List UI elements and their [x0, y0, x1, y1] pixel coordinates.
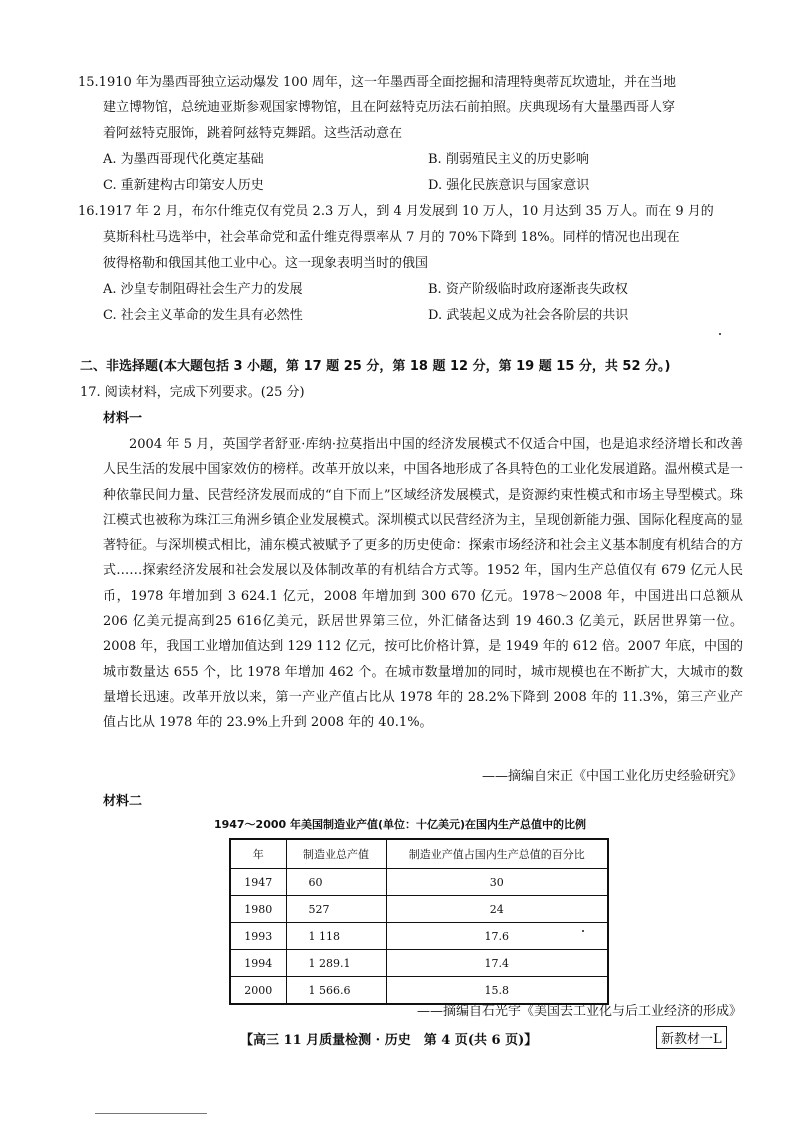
table-header-row: [230, 839, 608, 869]
table-caption: 1947～2000 年美国制造业产值(单位：十亿美元)在国内生产总值中的比例: [213, 818, 587, 831]
q15-line-1: 15.1910 年为墨西哥独立运动爆发 100 周年，这一年墨西哥全面挖掘和清理特奥蒂瓦坎遗址，并在当地: [78, 75, 676, 90]
q15-option-a: A. 为墨西哥现代化奠定基础: [103, 152, 264, 167]
q15-line-3: 着阿兹特克服饰，跳着阿兹特克舞蹈。这些活动意在: [103, 126, 403, 141]
cell-year: 1993: [230, 923, 286, 950]
table-row: [230, 869, 608, 896]
cell-output: 60: [286, 869, 386, 896]
header-output: 制造业总产值: [286, 839, 386, 869]
cell-output: 1 289.1: [286, 950, 386, 977]
cell-output: 1 566.6: [286, 977, 386, 1005]
page-footer: 【高三 11 月质量检测 · 历史 第 4 页(共 6 页)】: [240, 1033, 538, 1048]
table-row: [230, 950, 608, 977]
q15-option-d: D. 强化民族意识与国家意识: [428, 178, 590, 193]
scan-artifact-dot: [719, 333, 721, 335]
q16-option-d: D. 武装起义成为社会各阶层的共识: [428, 308, 629, 323]
q16-line-1: 16.1917 年 2 月，布尔什维克仅有党员 2.3 万人，到 4 月发展到 10 万人，10 月达到 35 万人。而在 9 月的: [78, 204, 714, 219]
edition-badge: 新教材一L: [656, 1026, 727, 1049]
q16-line-3: 彼得格勒和俄国其他工业中心。这一现象表明当时的俄国: [103, 256, 429, 271]
table-row: [230, 923, 608, 950]
header-percent: 制造业产值占国内生产总值的百分比: [386, 839, 608, 869]
q17-intro: 17. 阅读材料，完成下列要求。(25 分): [80, 385, 305, 400]
q16-option-a: A. 沙皇专制阻碍社会生产力的发展: [103, 282, 303, 297]
q16-option-b: B. 资产阶级临时政府逐渐丧失政权: [428, 282, 628, 297]
material1-label: 材料一: [103, 411, 143, 426]
q15-option-c: C. 重新建构古印第安人历史: [103, 178, 264, 193]
cell-percent: 15.8: [386, 977, 608, 1005]
cell-output: 1 118: [286, 923, 386, 950]
material2-label: 材料二: [103, 794, 143, 809]
material1-text: 2004 年 5 月，英国学者舒亚·库纳·拉莫指出中国的经济发展模式不仅适合中国，也是追求经济增长和改善人民生活的发展中国家效仿的榜样。改革开放以来，中国各地形成了各具特色的工业化发展道路。温州模式是一种依靠民间力量、民营经济发展而成的“自下而上”区域经济发展模式，是资源约束性模式和市场主导型模式。珠江模式也被称为珠江三角洲乡镇企业发展模式。深圳模式以民营经济为主，呈现创新能力强、国际化程度高的显著特征。与深圳模式相比，浦东模式被赋予了更多的历史使命：探索市场经济和社会主义基本制度有机结合的方式……探索经济发展和社会发展以及体制改革的有机结合方式等。1952 年，国内生产总值仅有 679 亿元人民币，1978 年增加到 3 624.1 亿元，2008 年增加到 300 670 亿元。1978～2008 年，中国进出口总额从 206 亿美元提高到25 616亿美元，跃居世界第三位，外汇储备达到 19 460.3 亿美元，跃居世界第一位。2008 年，我国工业增加值达到 129 112 亿元，按可比价格计算，是 1949 年的 612 倍。2007 年底，中国的城市数量达 655 个，比 1978 年增加 462 个。在城市数量增加的同时，城市规模也在不断扩大，大城市的数量增长迅速。改革开放以来，第一产业产值占比从 1978 年的 28.2%下降到 2008 年的 11.3%，第三产业产值占比从 1978 年的 23.9%上升到 2008 年的 40.1%。: [103, 437, 743, 731]
q16-line-2: 莫斯科杜马选举中，社会革命党和孟什维克得票率从 7 月的 70%下降到 18%。同样的情况也出现在: [103, 230, 680, 245]
scan-artifact-line: [95, 1113, 207, 1114]
cell-percent: 24: [386, 896, 608, 923]
q15-option-b: B. 削弱殖民主义的历史影响: [428, 152, 589, 167]
manufacturing-table: [229, 838, 609, 1005]
cell-output: 527: [286, 896, 386, 923]
cell-year: 1947: [230, 869, 286, 896]
cell-year: 1994: [230, 950, 286, 977]
q16-option-c: C. 社会主义革命的发生具有必然性: [103, 308, 303, 323]
header-year: 年: [230, 839, 286, 869]
cell-percent: 30: [386, 869, 608, 896]
table-row: [230, 896, 608, 923]
material2-source: ——摘编自石光宇《美国去工业化与后工业经济的形成》: [416, 1004, 742, 1019]
scan-artifact-dot: [582, 930, 584, 932]
cell-year: 2000: [230, 977, 286, 1005]
section2-heading: 二、非选择题(本大题包括 3 小题，第 17 题 25 分，第 18 题 12 分，第 19 题 15 分，共 52 分。): [80, 359, 671, 374]
material1-source: ——摘编自宋正《中国工业化历史经验研究》: [481, 769, 742, 784]
cell-percent: 17.4: [386, 950, 608, 977]
q15-line-2: 建立博物馆，总统迪亚斯参观国家博物馆，且在阿兹特克历法石前拍照。庆典现场有大量墨西哥人穿: [103, 100, 676, 115]
cell-year: 1980: [230, 896, 286, 923]
cell-percent: 17.6: [386, 923, 608, 950]
